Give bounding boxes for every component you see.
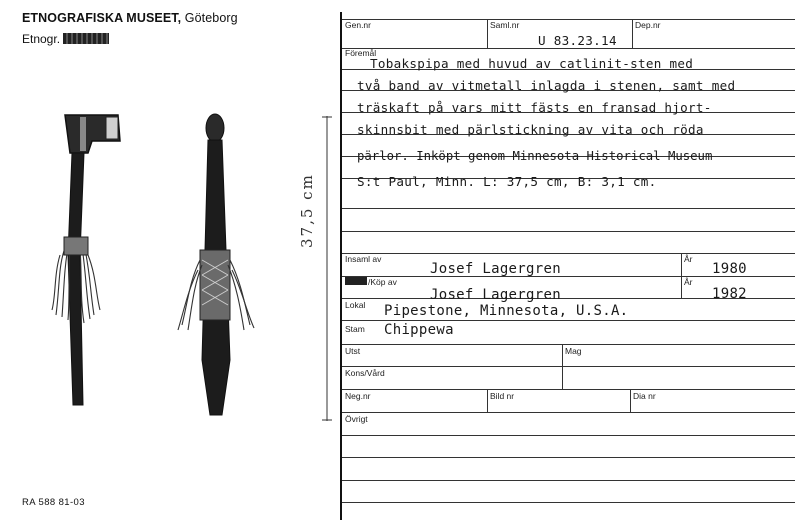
rule xyxy=(342,320,795,321)
rule xyxy=(342,457,795,458)
kop-av-value: Josef Lagergren xyxy=(430,287,561,303)
dep-nr-label: Dep.nr xyxy=(635,20,661,30)
kons-vard-label: Kons/Vård xyxy=(345,368,385,378)
rule xyxy=(342,253,795,254)
utst-label: Utst xyxy=(345,346,361,356)
measurement-ruler xyxy=(322,116,332,421)
kop-av-label: /Köp av xyxy=(368,277,397,287)
rule xyxy=(342,502,795,503)
ar-label-insaml: År xyxy=(684,254,693,264)
rule xyxy=(342,344,795,345)
rule xyxy=(342,389,795,390)
description-line-1: Tobakspipa med huvud av catlinit-sten med xyxy=(370,56,694,71)
description-line-6: S:t Paul, Minn. L: 37,5 cm, B: 3,1 cm. xyxy=(357,174,657,189)
mag-label: Mag xyxy=(565,346,582,356)
saml-nr-value: U 83.23.14 xyxy=(538,33,617,48)
etnogr-label: Etnogr. xyxy=(22,32,61,46)
rule xyxy=(342,480,795,481)
ar-kop-value: 1982 xyxy=(712,286,747,302)
ovrigt-label: Övrigt xyxy=(345,414,368,424)
rule xyxy=(342,208,795,209)
foremal-label: Föremål xyxy=(345,48,377,58)
kop-av-label-row xyxy=(345,277,397,287)
stam-label: Stam xyxy=(345,324,365,334)
museum-title: ETNOGRAFISKA MUSEET, xyxy=(22,11,182,25)
ar-insaml-value: 1980 xyxy=(712,261,747,277)
rule xyxy=(342,412,795,413)
bild-nr-label: Bild nr xyxy=(490,391,515,401)
divider xyxy=(630,389,631,412)
rule xyxy=(342,435,795,436)
rule xyxy=(342,48,795,49)
neg-nr-label: Neg.nr xyxy=(345,391,371,401)
museum-city: Göteborg xyxy=(184,11,238,25)
rule xyxy=(342,19,795,20)
divider xyxy=(487,19,488,48)
stam-value: Chippewa xyxy=(384,322,454,338)
museum-name xyxy=(22,11,238,25)
pipe-side-view-illustration xyxy=(40,105,160,425)
description-line-5: pärlor. Inköpt genom Minnesota Historical Museum xyxy=(357,149,713,163)
insaml-av-label: Insaml av xyxy=(345,254,382,264)
divider xyxy=(632,19,633,48)
saml-nr-label: Saml.nr xyxy=(490,20,520,30)
gen-nr-label: Gen.nr xyxy=(345,20,371,30)
rule xyxy=(342,231,795,232)
divider xyxy=(562,344,563,389)
pipe-front-view-illustration xyxy=(170,110,270,430)
description-line-2: två band av vitmetall inlagda i stenen, samt med xyxy=(357,78,736,93)
ar-label-kop: År xyxy=(684,277,693,287)
rule xyxy=(342,366,795,367)
lokal-value: Pipestone, Minnesota, U.S.A. xyxy=(384,303,629,319)
lokal-label: Lokal xyxy=(345,300,366,310)
insaml-av-value: Josef Lagergren xyxy=(430,261,561,277)
description-line-3: träskaft på vars mitt fästs en fransad hjort- xyxy=(357,100,712,115)
etnogr-line xyxy=(22,32,109,46)
dia-nr-label: Dia nr xyxy=(633,391,656,401)
redacted-mark xyxy=(345,277,367,285)
description-line-4: skinnsbit med pärlstickning av vita och röda xyxy=(357,122,704,137)
divider xyxy=(487,389,488,412)
handwritten-length-note: 37,5 cm xyxy=(298,173,316,248)
redacted-mark xyxy=(63,33,109,44)
divider xyxy=(681,253,682,298)
footer-code: RA 588 81-03 xyxy=(22,497,85,508)
